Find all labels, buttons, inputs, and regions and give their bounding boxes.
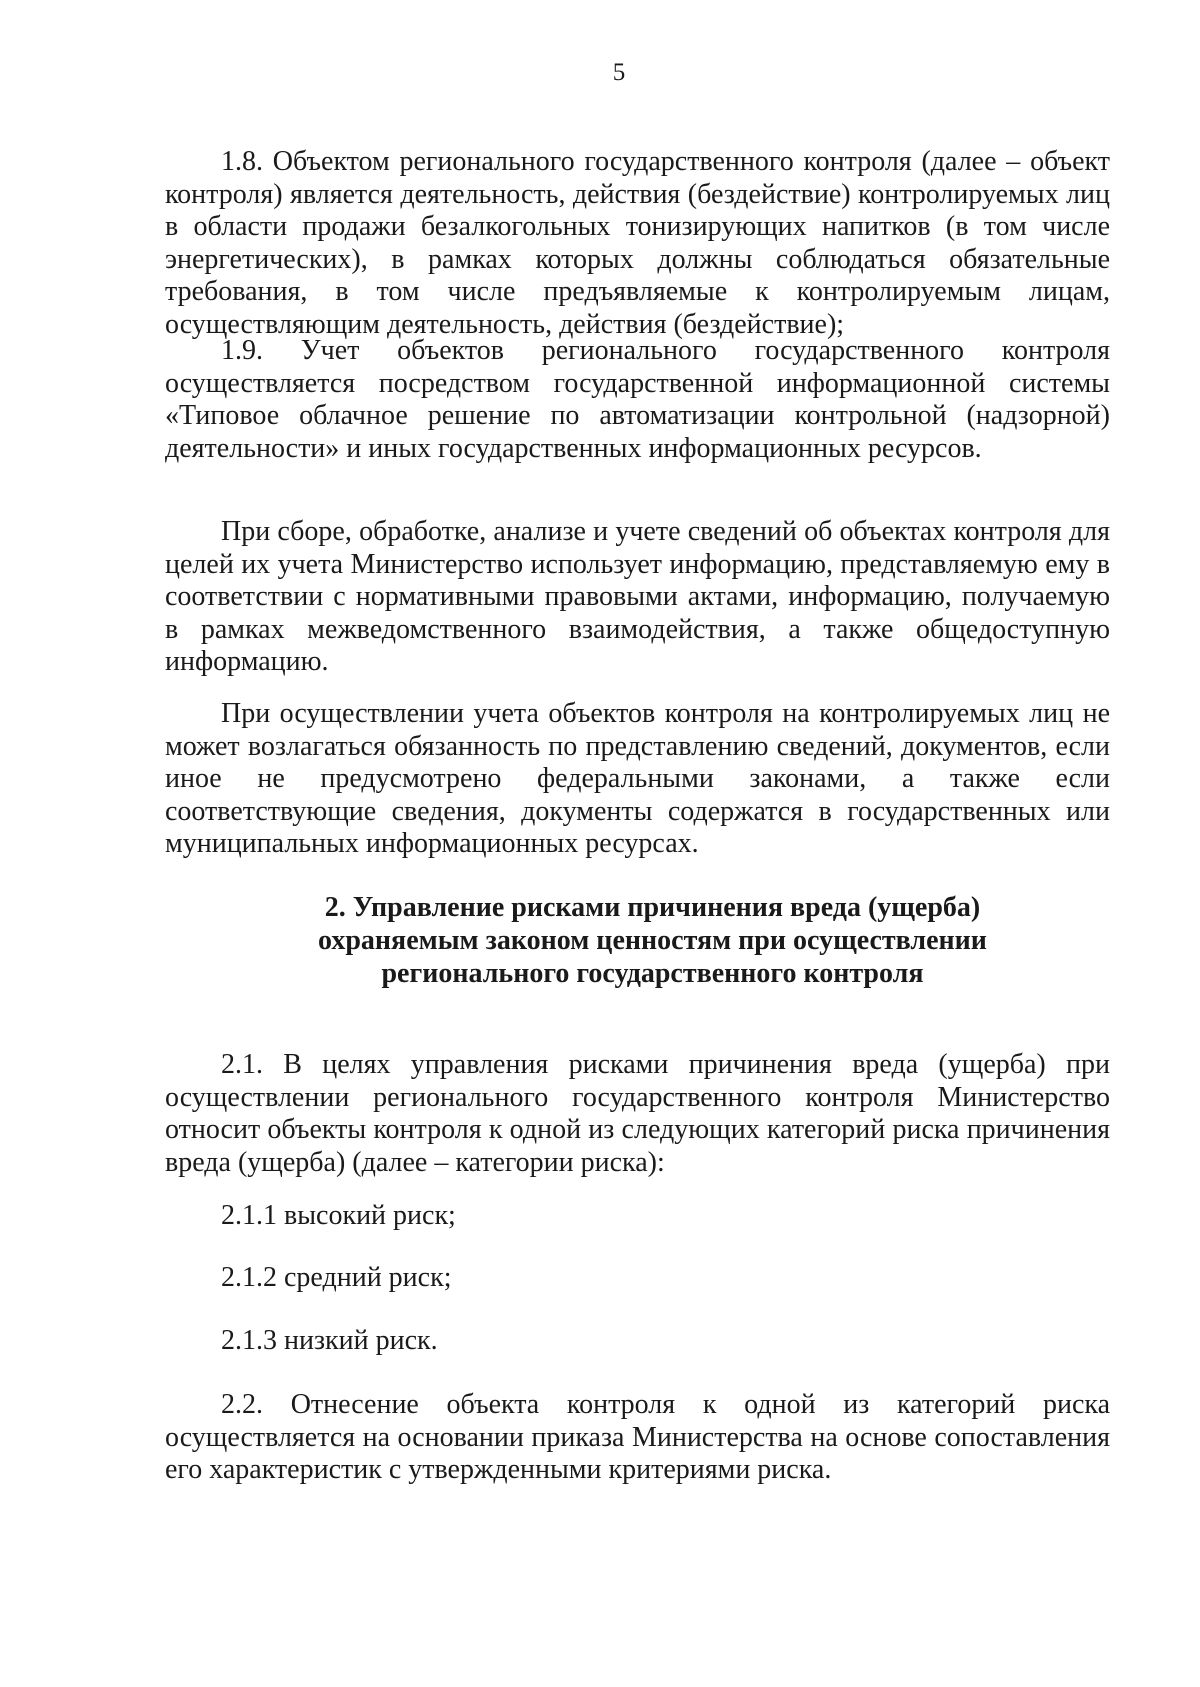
paragraph-1-9: 1.9. Учет объектов регионального государственного контроля осуществляется посредством государственной информационной системы «Типовое облачное решение по автоматизации контрольной (надзорной) деятельности» и иных государственных информационных ресурсов. — [165, 335, 1110, 464]
section-2-heading-line-2: охраняемым законом ценностям при осуществлении — [318, 925, 987, 956]
list-item: 2.1.2 средний риск; — [221, 1262, 452, 1293]
obligation-body — [165, 698, 1110, 861]
section-2-2-body — [165, 1389, 1110, 1487]
risk-list-item-1 — [165, 1200, 1110, 1233]
section-1-9-body — [165, 335, 1110, 465]
section-2-1-body — [165, 1049, 1110, 1179]
paragraph-2-1: 2.1. В целях управления рисками причинения вреда (ущерба) при осуществлении регионального государственного контроля Министерство относит объекты контроля к одной из следующих категорий риска причинения вреда (ущерба) (далее – категории риска): — [165, 1049, 1110, 1178]
list-item: 2.1.3 низкий риск. — [221, 1325, 438, 1356]
paragraph-2-2: 2.2. Отнесение объекта контроля к одной из категорий риска осуществляется на основании приказа Министерства на основе сопоставления его характеристик с утвержденными критериями риска. — [165, 1389, 1110, 1485]
paragraph-1-8: 1.8. Объектом регионального государственного контроля (далее – объект контроля) является деятельность, действия (бездействие) контролируемых лиц в области продажи безалкогольных тонизирующих напитков (в том числе энергетических), в рамках которых должны соблюдаться обязательные требования, в том числе предъявляемые к контролируемым лицам, осуществляющим деятельность, действия (бездействие); — [165, 146, 1110, 340]
section-1-body — [165, 146, 1110, 341]
paragraph-collect-info: При сборе, обработке, анализе и учете сведений об объектах контроля для целей их учета Министерство использует информацию, представляемую ему в соответствии с нормативными правовыми актами, информацию, получаемую в рамках межведомственного взаимодействия, а также общедоступную информацию. — [165, 516, 1110, 677]
risk-list-item-2 — [165, 1262, 1110, 1295]
list-item: 2.1.1 высокий риск; — [221, 1200, 456, 1231]
section-2-heading-line-1: 2. Управление рисками причинения вреда (ущерба) — [324, 892, 981, 923]
collect-body — [165, 516, 1110, 679]
page-number: 5 — [612, 59, 626, 86]
section-2-heading-line-3: регионального государственного контроля — [381, 958, 924, 989]
section-2-heading — [165, 891, 1110, 990]
paragraph-no-obligation: При осуществлении учета объектов контроля на контролируемых лиц не может возлагаться обязанность по представлению сведений, документов, если иное не предусмотрено федеральными законами, а также если соответствующие сведения, документы содержатся в государственных или муниципальных информационных ресурсах. — [165, 698, 1110, 859]
risk-list-item-3 — [165, 1325, 1110, 1358]
